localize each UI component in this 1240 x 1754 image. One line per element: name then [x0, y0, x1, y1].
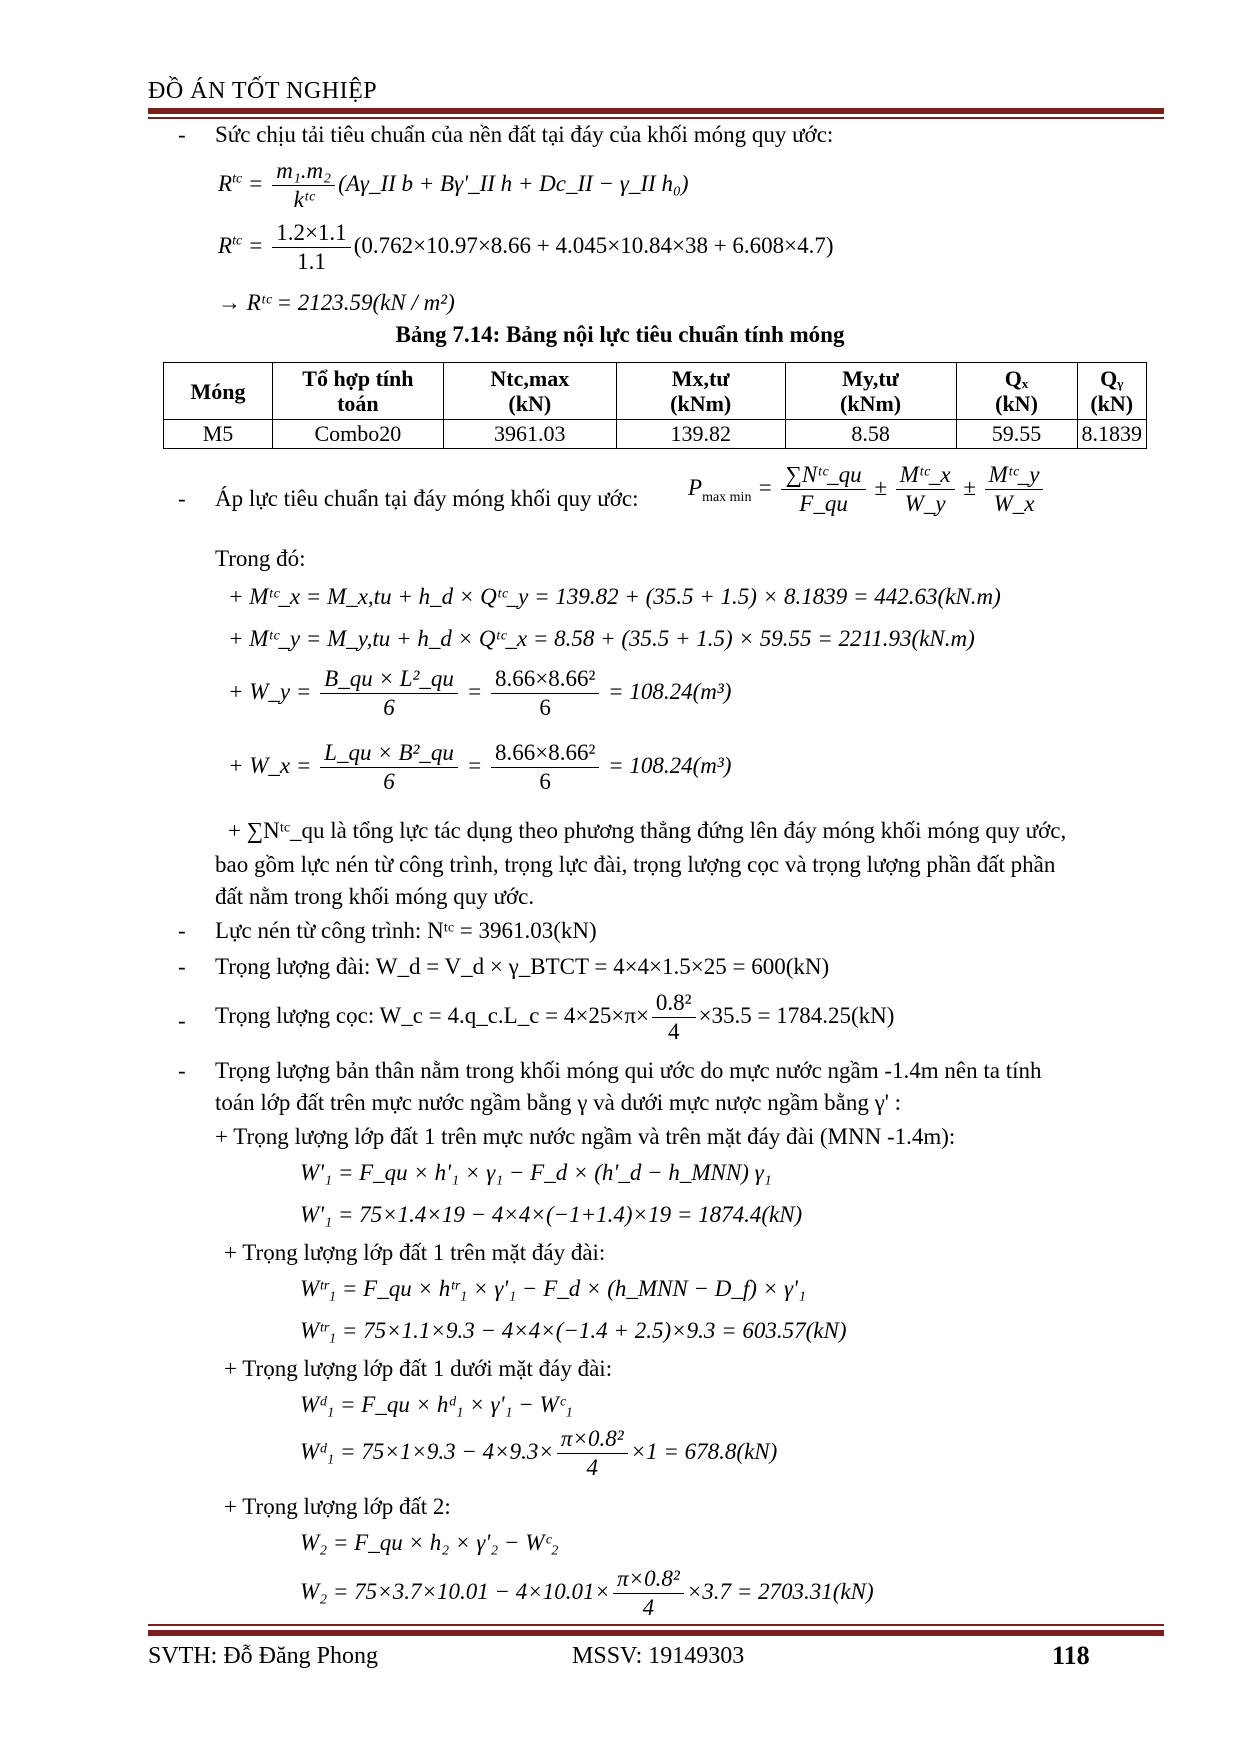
page-number: 118	[1052, 1641, 1090, 1670]
bullet-dash: -	[178, 954, 186, 979]
soil-layer-1-above-cap-heading: + Trọng lượng lớp đất 1 trên mặt đáy đài:	[224, 1240, 606, 1265]
table-caption: Bảng 7.14: Bảng nội lực tiêu chuẩn tính móng	[395, 322, 845, 347]
table-header-cell: Móng	[164, 363, 273, 420]
formula-wy: + W_y = $\frac{\text{B\_qu × L²\_qu}}{6}$ = $\frac{\text{8.66×8.66²}}{6}$ = 108.24(m³)	[228, 666, 732, 721]
soil-layer-1-above-water-heading: + Trọng lượng lớp đất 1 trên mực nước ngầm và trên mặt đáy đài (MNN -1.4m):	[215, 1124, 956, 1149]
footer-author: SVTH: Đỗ Đăng Phong	[148, 1643, 379, 1669]
footer-student-id: MSSV: 19149303	[572, 1643, 745, 1669]
footer-rule-thin	[148, 1624, 1164, 1626]
table-header-cell: Tổ hợp tính toán	[272, 363, 443, 420]
header-rule-thick	[148, 108, 1164, 114]
table-row	[164, 420, 1147, 449]
footer-rule-thick	[148, 1630, 1164, 1636]
table-cell: 8.58	[785, 420, 956, 449]
table-header-cell: My,tư (kNm)	[785, 363, 956, 420]
formula-w1-prime: W'₁ = F_qu × h'₁ × γ₁ − F_d × (h'_d − h_MNN) γ₁	[300, 1160, 772, 1185]
internal-forces-table	[163, 362, 1147, 449]
sum-explanation-line-2: bao gồm lực nén từ công trình, trọng lực đài, trọng lượng cọc và trọng lượng phần đất phần	[215, 852, 1056, 877]
table-cell: M5	[164, 420, 273, 449]
sum-explanation-line-1: + ∑Nᵗᶜ_qu là tổng lực tác dụng theo phương thẳng đứng lên đáy móng khối móng quy ước,	[228, 818, 1067, 843]
bullet-dash: -	[178, 918, 186, 943]
pile-weight-text: Trọng lượng cọc: W_c = 4.q_c.L_c = 4×25×π× $\frac{\text{0.8²}}{4}$ ×35.5 = 1784.25(kN)	[215, 990, 895, 1045]
compression-load-text: Lực nén từ công trình: Nᵗᶜ = 3961.03(kN)	[215, 918, 597, 943]
document-header-title: ĐỒ ÁN TỐT NGHIỆP	[148, 78, 378, 104]
formula-rtc-numeric: $R^{tc}$ = $\frac{1.2\times 1.1}{1.1}$ (0.762×10.97×8.66 + 4.045×10.84×38 + 6.608×4.7)	[218, 220, 834, 275]
formula-w1-tr-numeric: Wᵗʳ₁ = 75×1.1×9.3 − 4×4×(−1.4 + 2.5)×9.3 = 603.57(kN)	[300, 1318, 847, 1343]
soil-layer-2-heading: + Trọng lượng lớp đất 2:	[224, 1494, 451, 1519]
table-cell: 3961.03	[443, 420, 616, 449]
formula-rtc-result: → Rᵗᶜ = 2123.59(kN / m²)	[218, 290, 455, 315]
table-header-row	[164, 363, 1147, 420]
bullet-dash: -	[178, 1058, 186, 1083]
table-header-cell: Mx,tư (kNm)	[616, 363, 785, 420]
formula-pressure: $P_{max min}$ = $\frac{\text{∑Nᵗᶜ\_qu}}{F\_qu}$ ± $\frac{\text{Mᵗᶜ\_x}}{W\_y}$ ± $\frac{\text{Mᵗᶜ\_y}}{W\_x}$	[688, 462, 1046, 518]
sum-explanation-line-3: đất nằm trong khối móng quy ước.	[215, 884, 535, 909]
table-cell: 139.82	[616, 420, 785, 449]
formula-w2-numeric: W₂ = 75×3.7×10.01 − 4×10.01× $\frac{\text{π×0.8²}}{4}$ ×3.7 = 2703.31(kN)	[300, 1566, 874, 1621]
self-weight-text-line-2: toán lớp đất trên mực nước ngầm bằng γ và dưới mực nược ngầm bằng γ' :	[215, 1090, 902, 1115]
bullet-dash: -	[178, 486, 186, 511]
formula-mx: + Mᵗᶜ_x = M_x,tu + h_d × Qᵗᶜ_y = 139.82 + (35.5 + 1.5) × 8.1839 = 442.63(kN.m)	[228, 584, 1001, 609]
table-header-cell: Ntc,max (kN)	[443, 363, 616, 420]
formula-w1-tr: Wᵗʳ₁ = F_qu × hᵗʳ₁ × γ'₁ − F_d × (h_MNN − D_f) × γ'₁	[300, 1276, 806, 1301]
where-label: Trong đó:	[215, 546, 306, 571]
soil-layer-1-below-cap-heading: + Trọng lượng lớp đất 1 dưới mặt đáy đài:	[224, 1356, 613, 1381]
formula-w1-prime-numeric: W'₁ = 75×1.4×19 − 4×4×(−1+1.4)×19 = 1874.4(kN)	[300, 1202, 803, 1227]
formula-w1-d: Wᵈ₁ = F_qu × hᵈ₁ × γ'₁ − Wᶜ₁	[300, 1392, 573, 1417]
formula-my: + Mᵗᶜ_y = M_y,tu + h_d × Qᵗᶜ_x = 8.58 + (35.5 + 1.5) × 59.55 = 2211.93(kN.m)	[228, 626, 975, 651]
table-cell: Combo20	[272, 420, 443, 449]
table-header-cell: Qᵧ (kN)	[1077, 363, 1147, 420]
table-header-cell: Qₓ (kN)	[956, 363, 1077, 420]
table-cell: 8.1839	[1077, 420, 1147, 449]
formula-w1-d-numeric: Wᵈ₁ = 75×1×9.3 − 4×9.3× $\frac{\text{π×0.8²}}{4}$ ×1 = 678.8(kN)	[300, 1426, 778, 1481]
pressure-text: Áp lực tiêu chuẩn tại đáy móng khối quy ước:	[215, 486, 639, 511]
bullet-dash: -	[178, 122, 186, 147]
self-weight-text-line-1: Trọng lượng bản thân nằm trong khối móng qui ước do mực nước ngầm -1.4m nên ta tính	[215, 1058, 1042, 1083]
formula-wx: + W_x = $\frac{\text{L\_qu × B²\_qu}}{6}$ = $\frac{\text{8.66×8.66²}}{6}$ = 108.24(m³)	[228, 740, 732, 795]
table-cell: 59.55	[956, 420, 1077, 449]
bullet-dash: -	[178, 1008, 186, 1033]
header-rule-thin	[148, 117, 1164, 119]
pile-cap-weight-text: Trọng lượng đài: W_d = V_d × γ_BTCT = 4×4×1.5×25 = 600(kN)	[215, 954, 830, 979]
formula-rtc-general: $R^{tc}$ = $\frac{\text{m₁.m₂}}{\text{kᵗᶜ}}$ (Aγ_II b + Bγ'_II h + Dc_II − γ_II h₀)	[218, 158, 689, 213]
bearing-capacity-text: Sức chịu tải tiêu chuẩn của nền đất tại đáy của khối móng quy ước:	[215, 122, 834, 147]
formula-w2: W₂ = F_qu × h₂ × γ'₂ − Wᶜ₂	[300, 1530, 559, 1555]
